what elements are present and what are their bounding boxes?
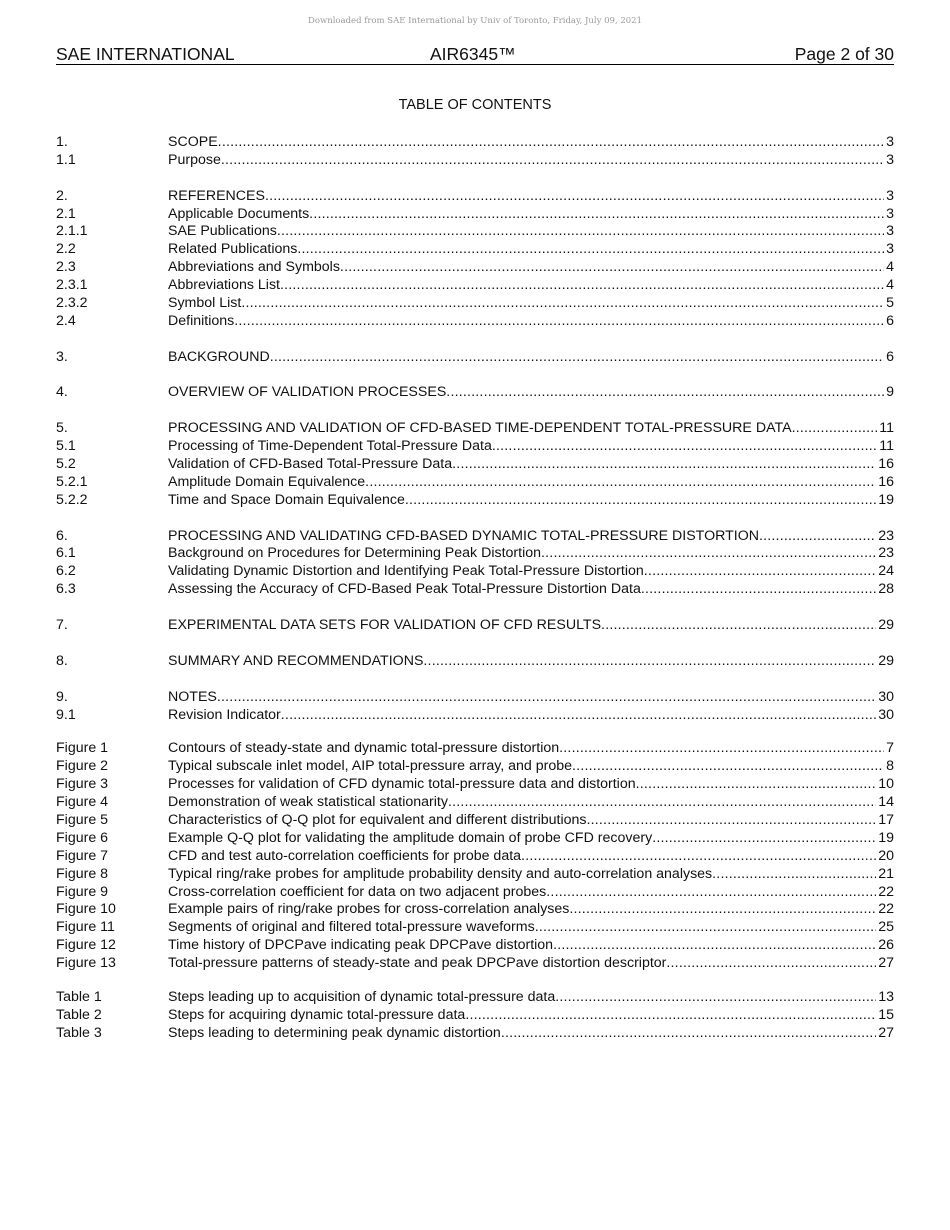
toc-entry-line: [168, 152, 894, 170]
toc-entry-number: Figure 2: [56, 758, 109, 775]
toc-entry[interactable]: [56, 313, 894, 331]
toc-entry-number: 7.: [56, 617, 68, 634]
toc-entry-title: Abbreviations List: [168, 277, 280, 294]
dot-leader: [492, 438, 877, 456]
toc-entry-number: Figure 12: [56, 937, 116, 954]
dot-leader: [644, 563, 876, 581]
toc-entry[interactable]: [56, 758, 894, 776]
toc-entry-number: Figure 1: [56, 740, 109, 757]
toc-entry-title: CFD and test auto-correlation coefficients for probe data: [168, 847, 522, 864]
toc-entry-page: 3: [886, 241, 894, 258]
toc-entry[interactable]: [56, 456, 894, 474]
dot-leader: [636, 776, 877, 794]
toc-entry-number: 2.1: [56, 205, 76, 222]
dot-leader: [234, 313, 884, 331]
toc-entry[interactable]: [56, 134, 894, 152]
header-organization: SAE INTERNATIONAL: [56, 44, 235, 64]
toc-entry-number: 5.2: [56, 456, 76, 473]
toc-entry-title: Purpose: [168, 151, 221, 168]
dot-leader: [559, 740, 884, 758]
toc-entry-number: 9.: [56, 688, 68, 705]
toc-entry-line: [168, 223, 894, 241]
toc-entry-title: Steps for acquiring dynamic total-pressure data: [168, 1006, 466, 1023]
toc-entry-title: Assessing the Accuracy of CFD-Based Peak Total-Pressure Distortion Data: [168, 581, 641, 598]
toc-entry-line: [168, 830, 894, 848]
toc-entry-page: 26: [878, 937, 894, 954]
toc-entry-line: [168, 776, 894, 794]
toc-entry-number: 1.1: [56, 151, 76, 168]
toc-entry-number: 3.: [56, 348, 68, 365]
toc-entry-line: [168, 295, 894, 313]
toc-entry-page: 21: [878, 865, 894, 882]
page-header: [56, 44, 894, 65]
toc-entry-title: PROCESSING AND VALIDATING CFD-BASED DYNAMIC TOTAL-PRESSURE DISTORTION: [168, 527, 759, 544]
toc-entry-title: Processing of Time-Dependent Total-Pressure Data: [168, 438, 492, 455]
toc-entry-line: [168, 989, 894, 1007]
toc-entry-page: 3: [886, 205, 894, 222]
dot-leader: [546, 884, 876, 902]
dot-leader: [792, 420, 878, 438]
dot-leader: [553, 937, 876, 955]
toc-entry-page: 28: [878, 581, 894, 598]
toc-entry-page: 3: [886, 187, 894, 204]
toc-entry-title: PROCESSING AND VALIDATION OF CFD-BASED TIME-DEPENDENT TOTAL-PRESSURE DATA: [168, 420, 792, 437]
header-document-id: AIR6345™: [430, 44, 516, 64]
toc-entry-number: 6.3: [56, 581, 76, 598]
toc-entry-number: 6.2: [56, 563, 76, 580]
toc-entry-title: Revision Indicator: [168, 706, 281, 723]
toc-entry-number: Figure 9: [56, 883, 109, 900]
toc-entry-page: 15: [878, 1006, 894, 1023]
toc-entry-title: EXPERIMENTAL DATA SETS FOR VALIDATION OF CFD RESULTS: [168, 617, 602, 634]
toc-entry-line: [168, 188, 894, 206]
toc-entry-page: 9: [886, 384, 894, 401]
dot-leader: [340, 259, 884, 277]
toc-entry[interactable]: [56, 474, 894, 492]
toc-entry[interactable]: [56, 617, 894, 635]
toc-entry-title: Definitions: [168, 312, 235, 329]
toc-entry-line: [168, 134, 894, 152]
toc-entry[interactable]: [56, 581, 894, 599]
toc-entry[interactable]: [56, 653, 894, 671]
toc-entry[interactable]: [56, 241, 894, 259]
toc-entry-page: 27: [878, 955, 894, 972]
toc-entry[interactable]: [56, 937, 894, 955]
toc-entry[interactable]: [56, 955, 894, 973]
toc-entry-line: [168, 259, 894, 277]
toc-entry[interactable]: [56, 794, 894, 812]
toc-entry-page: 6: [886, 348, 894, 365]
dot-leader: [241, 295, 884, 313]
toc-entry-page: 14: [878, 794, 894, 811]
toc-entry-line: [168, 812, 894, 830]
dot-leader: [601, 617, 876, 635]
toc-entry-title: SUMMARY AND RECOMMENDATIONS: [168, 652, 424, 669]
toc-entry-page: 11: [879, 420, 894, 437]
toc-entry-title: Amplitude Domain Equivalence: [168, 473, 366, 490]
toc-entry-page: 11: [879, 438, 894, 455]
dot-leader: [218, 134, 884, 152]
toc-entry-line: [168, 492, 894, 510]
toc-entry-title: Abbreviations and Symbols: [168, 259, 340, 276]
dot-leader: [297, 241, 884, 259]
toc-entry-number: Figure 6: [56, 829, 109, 846]
dot-leader: [465, 1007, 876, 1025]
toc-entry-title: Validation of CFD-Based Total-Pressure Data: [168, 456, 453, 473]
toc-entry-title: Steps leading up to acquisition of dynamic total-pressure data: [168, 988, 556, 1005]
toc-entry-line: [168, 241, 894, 259]
toc-entry-page: 24: [878, 563, 894, 580]
dot-leader: [221, 152, 884, 170]
dot-leader: [555, 989, 876, 1007]
toc-entry[interactable]: [56, 989, 894, 1007]
toc-entry-title: Demonstration of weak statistical stationarity: [168, 794, 448, 811]
toc-entry-number: 2.3.2: [56, 295, 88, 312]
toc-entry-page: 29: [878, 617, 894, 634]
dot-leader: [652, 830, 876, 848]
toc-entry-title: SCOPE: [168, 134, 218, 150]
toc-entry-line: [168, 955, 894, 973]
dot-leader: [569, 901, 876, 919]
toc-entry[interactable]: [56, 866, 894, 884]
toc-entry[interactable]: [56, 349, 894, 367]
toc-entry-title: Validating Dynamic Distortion and Identifying Peak Total-Pressure Distortion: [168, 563, 644, 580]
toc-entry-line: [168, 901, 894, 919]
toc-entry-line: [168, 740, 894, 758]
toc-entry-line: [168, 617, 894, 635]
dot-leader: [423, 653, 876, 671]
dot-leader: [712, 866, 876, 884]
toc-entry-title: Total-pressure patterns of steady-state and peak DPCPave distortion descriptor: [168, 955, 667, 972]
toc-entry-line: [168, 707, 894, 725]
toc-entry-number: 5.2.2: [56, 491, 88, 508]
dot-leader: [405, 492, 876, 510]
toc-entry-line: [168, 545, 894, 563]
toc-entry[interactable]: [56, 528, 894, 546]
toc-entry-page: 16: [878, 456, 894, 473]
toc-entry-page: 22: [878, 901, 894, 918]
dot-leader: [452, 456, 876, 474]
toc-entry-number: 2.1.1: [56, 223, 88, 240]
dot-leader: [309, 206, 884, 224]
dot-leader: [270, 349, 884, 367]
toc-entry-page: 8: [886, 758, 894, 775]
toc-entry-title: BACKGROUND: [168, 348, 270, 365]
toc-entry-number: 9.1: [56, 706, 76, 723]
toc-entry-title: Related Publications: [168, 241, 298, 258]
toc-entry-number: 6.: [56, 527, 68, 544]
toc-entry-number: Figure 10: [56, 901, 116, 918]
toc-entry[interactable]: [56, 259, 894, 277]
toc-entry-line: [168, 456, 894, 474]
toc-entry-number: Figure 3: [56, 776, 109, 793]
toc-entry-page: 16: [878, 473, 894, 490]
toc-entry-line: [168, 420, 894, 438]
toc-entry-line: [168, 1007, 894, 1025]
toc-entry-number: 2.: [56, 187, 68, 204]
toc-entry-line: [168, 919, 894, 937]
header-page-number: Page 2 of 30: [794, 44, 894, 64]
toc-entry-title: Typical ring/rake probes for amplitude probability density and auto-correlation analyses: [168, 865, 713, 882]
toc-entry-line: [168, 313, 894, 331]
toc-entry-number: 5.2.1: [56, 473, 88, 490]
toc-entry-number: 5.: [56, 420, 68, 437]
dot-leader: [586, 812, 876, 830]
toc-entry-title: Example pairs of ring/rake probes for cross-correlation analyses: [168, 901, 570, 918]
toc-entry[interactable]: [56, 438, 894, 456]
dot-leader: [265, 188, 884, 206]
toc-entry-number: 2.2: [56, 241, 76, 258]
toc-entry[interactable]: [56, 384, 894, 402]
toc-entry-number: Table 3: [56, 1024, 102, 1041]
toc-entry-page: 25: [878, 919, 894, 936]
dot-leader: [535, 919, 877, 937]
toc-entry-line: [168, 884, 894, 902]
dot-leader: [446, 384, 884, 402]
toc-entry[interactable]: [56, 740, 894, 758]
toc-entry[interactable]: [56, 188, 894, 206]
toc-entry-line: [168, 349, 894, 367]
toc-entry-title: Segments of original and filtered total-pressure waveforms: [168, 919, 535, 936]
toc-entry-title: REFERENCES: [168, 187, 265, 204]
dot-leader: [277, 223, 884, 241]
toc-entry-page: 10: [878, 776, 894, 793]
toc-entry-line: [168, 563, 894, 581]
toc-entry-page: 17: [878, 811, 894, 828]
toc-entry-number: Figure 8: [56, 865, 109, 882]
toc-entry-number: 8.: [56, 652, 68, 669]
toc-entry-line: [168, 438, 894, 456]
toc-entry-page: 27: [878, 1024, 894, 1041]
toc-entry-page: 4: [886, 259, 894, 276]
toc-entry-page: 30: [878, 706, 894, 723]
toc-entry-number: 2.3.1: [56, 277, 88, 294]
dot-leader: [666, 955, 876, 973]
toc-entry-page: 5: [886, 295, 894, 312]
dot-leader: [541, 545, 876, 563]
dot-leader: [572, 758, 884, 776]
toc-entry-line: [168, 758, 894, 776]
dot-leader: [365, 474, 876, 492]
toc-entry[interactable]: [56, 689, 894, 707]
dot-leader: [280, 277, 884, 295]
toc-entry-line: [168, 866, 894, 884]
toc-entry[interactable]: [56, 152, 894, 170]
toc-entry-number: 4.: [56, 384, 68, 401]
toc-entry-number: Figure 5: [56, 811, 109, 828]
toc-entry-line: [168, 206, 894, 224]
toc-entry-title: Characteristics of Q-Q plot for equivalent and different distributions: [168, 811, 587, 828]
toc-entry-page: 19: [878, 829, 894, 846]
toc-entry[interactable]: [56, 812, 894, 830]
toc-entry-title: Applicable Documents: [168, 205, 310, 222]
download-watermark: Downloaded from SAE International by Univ of Toronto, Friday, July 09, 2021: [308, 16, 642, 26]
toc-entry-page: 20: [878, 847, 894, 864]
toc-entry[interactable]: [56, 707, 894, 725]
toc-entry[interactable]: [56, 1007, 894, 1025]
toc-heading: TABLE OF CONTENTS: [398, 97, 552, 113]
toc-entry-number: Figure 7: [56, 847, 109, 864]
toc-entry-line: [168, 653, 894, 671]
toc-entry-title: Processes for validation of CFD dynamic total-pressure data and distortion: [168, 776, 636, 793]
toc-entry[interactable]: [56, 776, 894, 794]
toc-entry-page: 23: [878, 545, 894, 562]
toc-entry[interactable]: [56, 563, 894, 581]
toc-entry[interactable]: [56, 420, 894, 438]
dot-leader: [448, 794, 876, 812]
toc-entry-page: 4: [886, 277, 894, 294]
toc-entry[interactable]: [56, 919, 894, 937]
toc-entry-number: Table 2: [56, 1006, 102, 1023]
toc-entry-page: 3: [886, 223, 894, 240]
toc-entry-number: Figure 4: [56, 794, 109, 811]
toc-entry-number: 1.: [56, 134, 68, 150]
toc-entry-title: Contours of steady-state and dynamic total-pressure distortion: [168, 740, 560, 757]
toc-entry-page: 13: [878, 988, 894, 1005]
dot-leader: [281, 707, 876, 725]
toc-entry-title: SAE Publications: [168, 223, 277, 240]
toc-entry-page: 7: [886, 740, 894, 757]
toc-entry-number: Figure 13: [56, 955, 116, 972]
toc-entry-title: NOTES: [168, 688, 217, 705]
toc-entry-line: [168, 277, 894, 295]
toc-entry-number: 2.4: [56, 312, 76, 329]
toc-entry-title: OVERVIEW OF VALIDATION PROCESSES: [168, 384, 447, 401]
toc-entry-title: Background on Procedures for Determining Peak Distortion: [168, 545, 542, 562]
toc-entry-title: Time and Space Domain Equivalence: [168, 491, 405, 508]
toc-entry[interactable]: [56, 492, 894, 510]
toc-entry-page: 3: [886, 134, 894, 150]
toc-entry-page: 3: [886, 151, 894, 168]
toc-entry-page: 30: [878, 688, 894, 705]
toc-entry-line: [168, 937, 894, 955]
toc-entry-title: Example Q-Q plot for validating the amplitude domain of probe CFD recovery: [168, 829, 653, 846]
toc-entry-page: 23: [878, 527, 894, 544]
toc-entry-number: 2.3: [56, 259, 76, 276]
toc-entry-line: [168, 1025, 894, 1043]
toc-entry[interactable]: [56, 1025, 894, 1043]
toc-entry-page: 19: [878, 491, 894, 508]
toc-entry-number: 6.1: [56, 545, 76, 562]
toc-entry[interactable]: [56, 545, 894, 563]
toc-entry-number: 5.1: [56, 438, 76, 455]
dot-leader: [641, 581, 876, 599]
toc-entry-title: Time history of DPCPave indicating peak DPCPave distortion: [168, 937, 554, 954]
toc-entry-line: [168, 528, 894, 546]
toc-entry-page: 29: [878, 652, 894, 669]
toc-entry[interactable]: [56, 901, 894, 919]
toc-entry[interactable]: [56, 848, 894, 866]
toc-entry-title: Steps leading to determining peak dynamic distortion: [168, 1024, 501, 1041]
toc-entry-page: 6: [886, 312, 894, 329]
toc-entry-line: [168, 384, 894, 402]
toc-entry-line: [168, 794, 894, 812]
dot-leader: [759, 528, 876, 546]
toc-entry[interactable]: [56, 206, 894, 224]
toc-entry[interactable]: [56, 830, 894, 848]
dot-leader: [501, 1025, 876, 1043]
toc-entry[interactable]: [56, 223, 894, 241]
toc-entry-line: [168, 474, 894, 492]
toc-entry-page: 22: [878, 883, 894, 900]
toc-entry[interactable]: [56, 295, 894, 313]
toc-entry-line: [168, 848, 894, 866]
toc-entry-line: [168, 689, 894, 707]
toc-entry[interactable]: [56, 884, 894, 902]
table-of-contents: [56, 134, 894, 1043]
dot-leader: [521, 848, 876, 866]
toc-entry-number: Figure 11: [56, 919, 115, 936]
toc-entry-line: [168, 581, 894, 599]
toc-entry-number: Table 1: [56, 988, 102, 1005]
toc-entry-title: Typical subscale inlet model, AIP total-pressure array, and probe: [168, 758, 573, 775]
toc-entry-title: Symbol List: [168, 295, 242, 312]
dot-leader: [217, 689, 876, 707]
toc-entry-title: Cross-correlation coefficient for data on two adjacent probes: [168, 883, 547, 900]
toc-entry[interactable]: [56, 277, 894, 295]
